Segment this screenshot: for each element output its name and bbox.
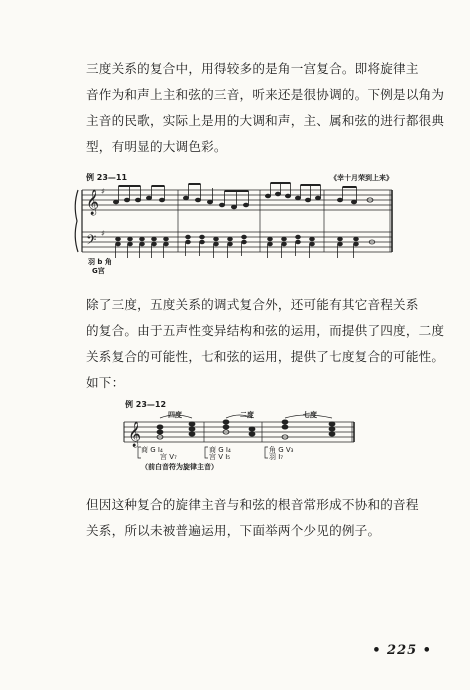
paragraph-1-line: 主音的民歌，实际上是用的大调和声，主、属和弦的进行都很典 (86, 113, 445, 128)
interval-label-second: 二度 (240, 411, 254, 419)
example-1-label: 例 23—11 (86, 173, 128, 182)
page-number: • 225 • (372, 643, 432, 658)
paragraph-2-line: 除了三度，五度关系的调式复合外，还可能有其它音程关系 (86, 297, 419, 312)
svg-text:♯: ♯ (101, 187, 105, 196)
chord-label-3a: 角 G V₃ (269, 446, 294, 454)
svg-text:♯: ♯ (101, 229, 105, 238)
interval-label-seventh: 七度 (303, 411, 317, 419)
chord-label-2a: 商 G I₄ (209, 446, 231, 454)
example-1-source: 《幸十月荣到上来》 (330, 174, 393, 182)
paragraph-2-line: 的复合。由于五声性变异结构和弦的运用，而提供了四度，二度 (86, 323, 445, 338)
example-2-label: 例 23—12 (125, 400, 167, 409)
paragraph-1-line: 三度关系的复合中，用得较多的是角一宫复合。即将旋律主 (86, 61, 419, 76)
paragraph-3-line: 关系，所以未被普遍运用，下面举两个少见的例子。 (86, 523, 381, 538)
paragraph-3-line: 但因这种复合的旋律主音与和弦的根音常形成不协和的音程 (86, 497, 419, 512)
svg-text:𝄞: 𝄞 (86, 190, 100, 215)
svg-text:𝄢: 𝄢 (86, 232, 97, 251)
paragraph-2-line: 如下： (86, 375, 125, 390)
paragraph-2-line: 关系复合的可能性，七和弦的运用，提供了七度复合的可能性。 (86, 349, 445, 364)
example-2-caption: （前白音符为旋律主音） (141, 463, 218, 471)
example-1-key-line-1: 羽 b 角 (88, 258, 112, 266)
paragraph-1-line: 型，有明显的大调色彩。 (86, 139, 227, 154)
chord-label-2b: 宫 V I₅ (209, 453, 231, 461)
interval-label-fourth: 四度 (168, 411, 182, 419)
chord-label-1a: 商 G I₄ (141, 446, 163, 454)
chord-label-1b: 宫 V₇ (160, 453, 177, 461)
paragraph-1-line: 音作为和声上主和弦的三音，听来还是很协调的。下例是以角为 (86, 87, 445, 102)
chord-label-3b: 羽 I₇ (269, 453, 284, 461)
example-1-key-line-2: G宫 (92, 267, 105, 275)
paragraph-3 (86, 492, 438, 544)
svg-text:𝄞: 𝄞 (128, 422, 142, 447)
